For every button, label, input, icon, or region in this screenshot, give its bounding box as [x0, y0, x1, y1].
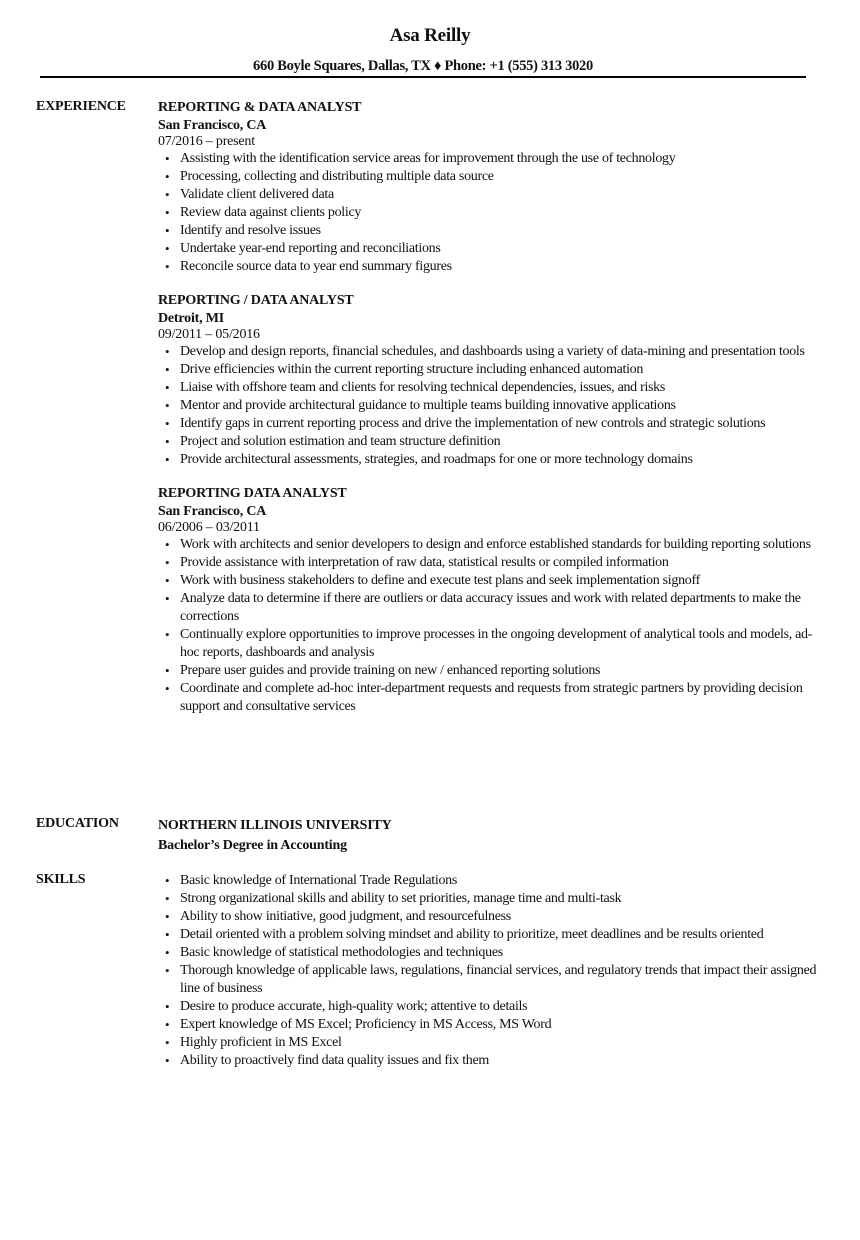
- bullet-item: • Drive efficiencies within the current reporting structure including enhanced automation: [180, 361, 818, 379]
- section-label-education: EDUCATION: [36, 816, 119, 831]
- bullet-item: • Processing, collecting and distributing multiple data source: [180, 168, 818, 186]
- bullet-item: • Develop and design reports, financial schedules, and dashboards using a variety of data-mining and presentation tools: [180, 343, 818, 361]
- bullet-item: • Identify gaps in current reporting process and drive the implementation of new controls and strategic solutions: [180, 415, 818, 433]
- skill-item: • Strong organizational skills and ability to set priorities, manage time and multi-task: [180, 890, 818, 908]
- skill-item: • Ability to proactively find data quality issues and fix them: [180, 1052, 818, 1070]
- job-bullets: [158, 343, 818, 469]
- skill-item: • Highly proficient in MS Excel: [180, 1034, 818, 1052]
- experience-content: [158, 99, 818, 732]
- bullet-item: • Continually explore opportunities to improve processes in the ongoing development of analytical tools and models, ad-hoc reports, dashboards and analysis: [180, 626, 818, 662]
- bullet-item: • Assisting with the identification service areas for improvement through the use of technology: [180, 150, 818, 168]
- bullet-item: • Identify and resolve issues: [180, 222, 818, 240]
- bullet-item: • Validate client delivered data: [180, 186, 818, 204]
- skill-item: • Thorough knowledge of applicable laws, regulations, financial services, and regulatory trends that impact their assigned line of business: [180, 962, 818, 998]
- job-entry: [158, 99, 818, 276]
- skill-item: • Basic knowledge of statistical methodologies and techniques: [180, 944, 818, 962]
- bullet-item: • Work with business stakeholders to define and execute test plans and seek implementation signoff: [180, 572, 818, 590]
- job-bullets: [158, 150, 818, 276]
- job-dates: 07/2016 – present: [158, 134, 255, 149]
- bullet-item: • Liaise with offshore team and clients for resolving technical dependencies, issues, and risks: [180, 379, 818, 397]
- bullet-item: • Work with architects and senior developers to design and enforce established standards for building reporting solutions: [180, 536, 818, 554]
- bullet-item: • Undertake year-end reporting and reconciliations: [180, 240, 818, 258]
- job-title: REPORTING DATA ANALYST: [158, 486, 347, 501]
- skills-content: [158, 872, 818, 1070]
- candidate-name: Asa Reilly: [389, 25, 471, 46]
- contact-line: 660 Boyle Squares, Dallas, TX ♦ Phone: +1 (555) 313 3020: [253, 58, 593, 74]
- job-title: REPORTING & DATA ANALYST: [158, 100, 362, 115]
- bullet-item: • Provide assistance with interpretation of raw data, statistical results or compiled information: [180, 554, 818, 572]
- job-entry: [158, 292, 818, 469]
- skill-item: • Expert knowledge of MS Excel; Proficiency in MS Access, MS Word: [180, 1016, 818, 1034]
- bullet-item: • Analyze data to determine if there are outliers or data accuracy issues and work with related departments to make the corrections: [180, 590, 818, 626]
- education-content: [158, 816, 818, 856]
- school-name: NORTHERN ILLINOIS UNIVERSITY: [158, 818, 392, 833]
- bullet-item: • Project and solution estimation and team structure definition: [180, 433, 818, 451]
- section-label-experience: EXPERIENCE: [36, 99, 126, 114]
- header-divider: [40, 76, 806, 78]
- degree-name: Bachelor’s Degree in Accounting: [158, 838, 347, 853]
- skill-item: • Basic knowledge of International Trade Regulations: [180, 872, 818, 890]
- skill-item: • Ability to show initiative, good judgment, and resourcefulness: [180, 908, 818, 926]
- bullet-item: • Provide architectural assessments, strategies, and roadmaps for one or more technology domains: [180, 451, 818, 469]
- job-title: REPORTING / DATA ANALYST: [158, 293, 354, 308]
- job-entry: [158, 485, 818, 716]
- job-location: San Francisco, CA: [158, 504, 267, 519]
- bullet-item: • Prepare user guides and provide training on new / enhanced reporting solutions: [180, 662, 818, 680]
- bullet-item: • Reconcile source data to year end summary figures: [180, 258, 818, 276]
- skill-item: • Desire to produce accurate, high-quality work; attentive to details: [180, 998, 818, 1016]
- bullet-item: • Coordinate and complete ad-hoc inter-department requests and requests from strategic partners by providing decision support and consultative services: [180, 680, 818, 716]
- skill-item: • Detail oriented with a problem solving mindset and ability to prioritize, meet deadlines and be results oriented: [180, 926, 818, 944]
- bullet-item: • Mentor and provide architectural guidance to multiple teams building innovative applications: [180, 397, 818, 415]
- section-label-skills: SKILLS: [36, 872, 86, 887]
- job-dates: 09/2011 – 05/2016: [158, 327, 260, 342]
- bullet-item: • Review data against clients policy: [180, 204, 818, 222]
- job-location: San Francisco, CA: [158, 118, 267, 133]
- job-location: Detroit, MI: [158, 311, 224, 326]
- job-dates: 06/2006 – 03/2011: [158, 520, 260, 535]
- skills-list: [158, 872, 818, 1070]
- job-bullets: [158, 536, 818, 716]
